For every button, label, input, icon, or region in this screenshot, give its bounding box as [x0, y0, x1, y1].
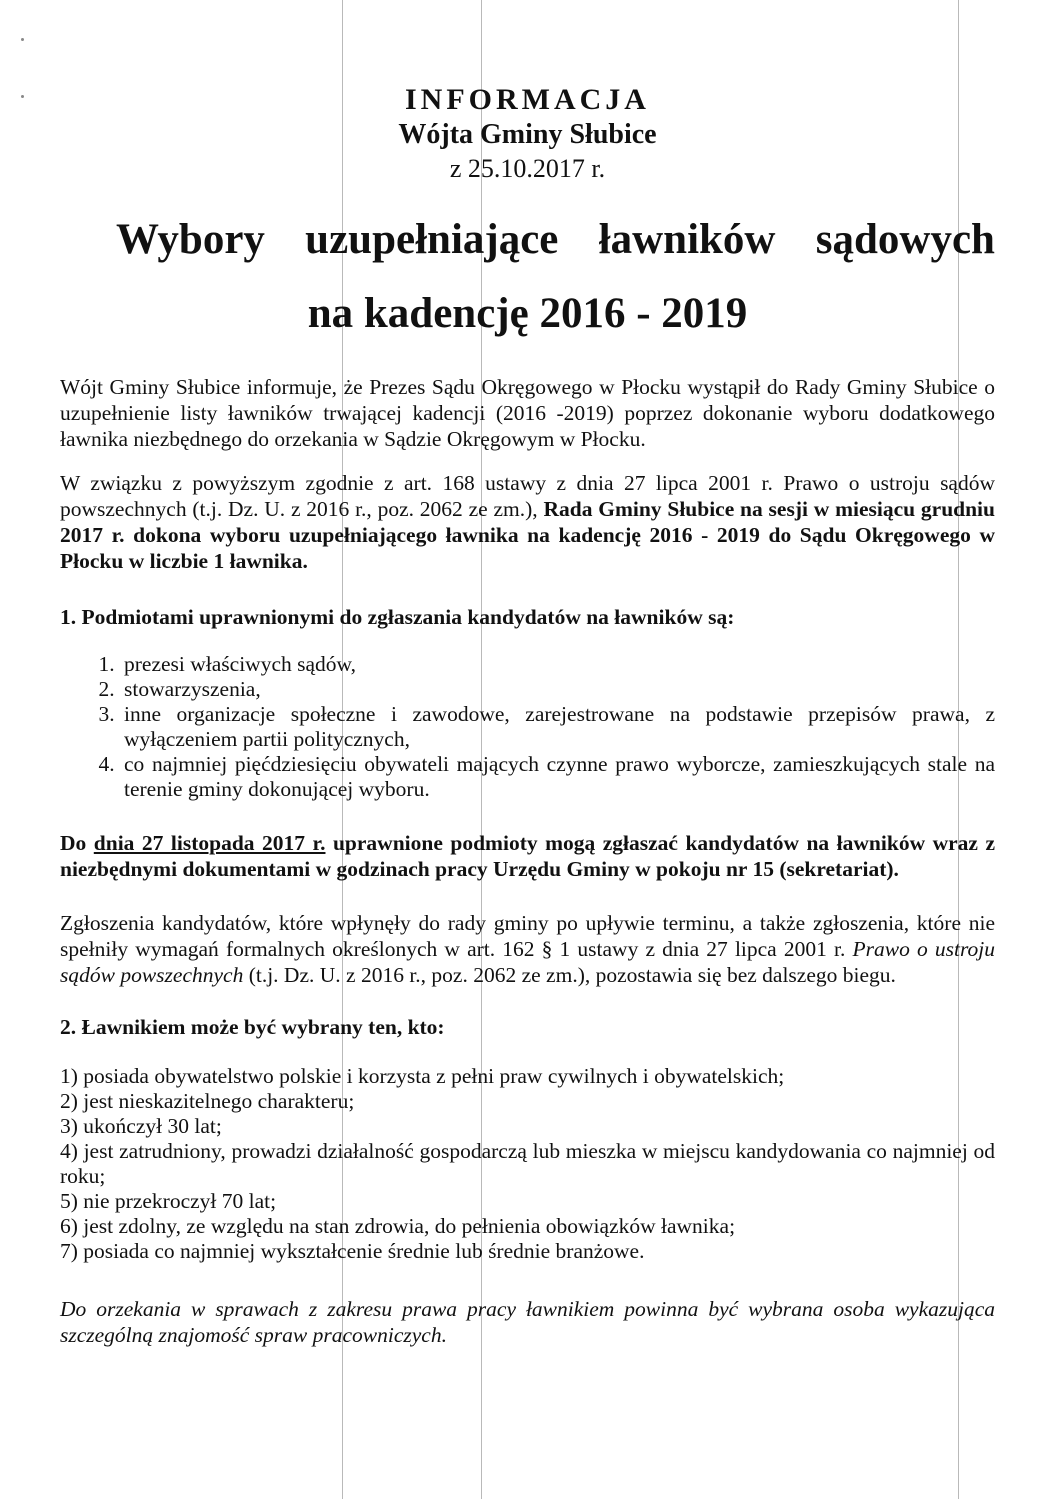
- heading-word: sądowych: [815, 216, 995, 263]
- notice-act-title: Prawo o ustroju sądów powszechnych: [60, 937, 995, 987]
- notice-paragraph: [60, 910, 995, 988]
- deadline-prefix: Do: [60, 831, 94, 855]
- document-page: [60, 0, 995, 1348]
- intro-paragraph: Wójt Gminy Słubice informuje, że Prezes Sądu Okręgowego w Płocku wystąpił do Rady Gminy Słubice o uzupełnienie listy ławników trwającej kadencji (2016 -2019) poprzez dokonanie wyboru dodatkowego ławnika niezbędnego do orzekania w Sądzie Okręgowym w Płocku.: [60, 375, 995, 451]
- section-2-list: [60, 1064, 995, 1264]
- list-item: 4) jest zatrudniony, prowadzi działalność gospodarczą lub mieszka w miejscu kandydowania co najmniej od roku;: [60, 1139, 995, 1188]
- list-item: 3. inne organizacje społeczne i zawodowe, zarejestrowane na podstawie przepisów prawa, z wyłączeniem partii politycznych,: [120, 702, 995, 752]
- notice-part-1: Zgłoszenia kandydatów, które wpłynęły do rady gminy po upływie terminu, a także zgłoszenia, które nie spełniły wymagań formalnych określonych w art. 162 § 1 ustawy z dnia 27 lipca 2001 r.: [60, 911, 995, 961]
- heading-line-1: [60, 214, 995, 266]
- heading-word: ławników: [598, 216, 776, 263]
- legal-paragraph: [60, 470, 995, 574]
- section-2-title: 2. Ławnikiem może być wybrany ten, kto:: [60, 1015, 445, 1039]
- list-item: 5) nie przekroczył 70 lat;: [60, 1189, 277, 1213]
- header-date: z 25.10.2017 r.: [449, 154, 606, 183]
- heading-word: uzupełniające: [305, 216, 559, 263]
- list-item: 1. prezesi właściwych sądów,: [120, 652, 995, 677]
- deadline-paragraph: [60, 830, 995, 882]
- list-item: 1) posiada obywatelstwo polskie i korzysta z pełni praw cywilnych i obywatelskich;: [60, 1064, 785, 1088]
- legal-bold-text: Rada Gminy Słubice na sesji w miesiącu grudniu 2017 r. dokona wyboru uzupełniającego ławnika na kadencję 2016 - 2019 do Sądu Okręgowego w Płocku w liczbie 1 ławnika.: [60, 497, 995, 573]
- closing-note: Do orzekania w sprawach z zakresu prawa pracy ławnikiem powinna być wybrana osoba wykazująca szczególną znajomość spraw pracowniczych.: [60, 1297, 995, 1347]
- deadline-date: dnia 27 listopada 2017 r.: [93, 831, 326, 855]
- list-item: 4. co najmniej pięćdziesięciu obywateli mających czynne prawo wyborcze, zamieszkujących stale na terenie gminy dokonującej wyboru.: [120, 752, 995, 802]
- list-item: 2) jest nieskazitelnego charakteru;: [60, 1089, 355, 1113]
- document-header: [60, 82, 995, 186]
- header-subtitle: Wójta Gminy Słubice: [398, 119, 657, 150]
- list-item: 2. stowarzyszenia,: [120, 677, 995, 702]
- legal-plain-text: W związku z powyższym zgodnie z art. 168 ustawy z dnia 27 lipca 2001 r. Prawo o ustroju sądów powszechnych (t.j. Dz. U. z 2016 r., poz. 2062 ze zm.),: [60, 471, 995, 521]
- scan-speck: [21, 38, 24, 41]
- notice-part-2: (t.j. Dz. U. z 2016 r., poz. 2062 ze zm.), pozostawia się bez dalszego biegu.: [243, 963, 896, 987]
- list-item: 7) posiada co najmniej wykształcenie średnie lub średnie branżowe.: [60, 1239, 645, 1263]
- section-1-title: 1. Podmiotami uprawnionymi do zgłaszania kandydatów na ławników są:: [60, 605, 735, 629]
- list-item: 6) jest zdolny, ze względu na stan zdrowia, do pełnienia obowiązków ławnika;: [60, 1214, 736, 1238]
- heading-word: Wybory: [116, 216, 265, 263]
- header-title: INFORMACJA: [405, 83, 650, 116]
- deadline-rest: uprawnione podmioty mogą zgłaszać kandydatów na ławników wraz z niezbędnymi dokumentami w godzinach pracy Urzędu Gminy w pokoju nr 15 (sekretariat).: [60, 831, 995, 881]
- scan-speck: [21, 95, 24, 98]
- section-1-list: [60, 652, 995, 802]
- heading-line-2: na kadencję 2016 - 2019: [307, 290, 748, 337]
- list-item: 3) ukończył 30 lat;: [60, 1114, 222, 1138]
